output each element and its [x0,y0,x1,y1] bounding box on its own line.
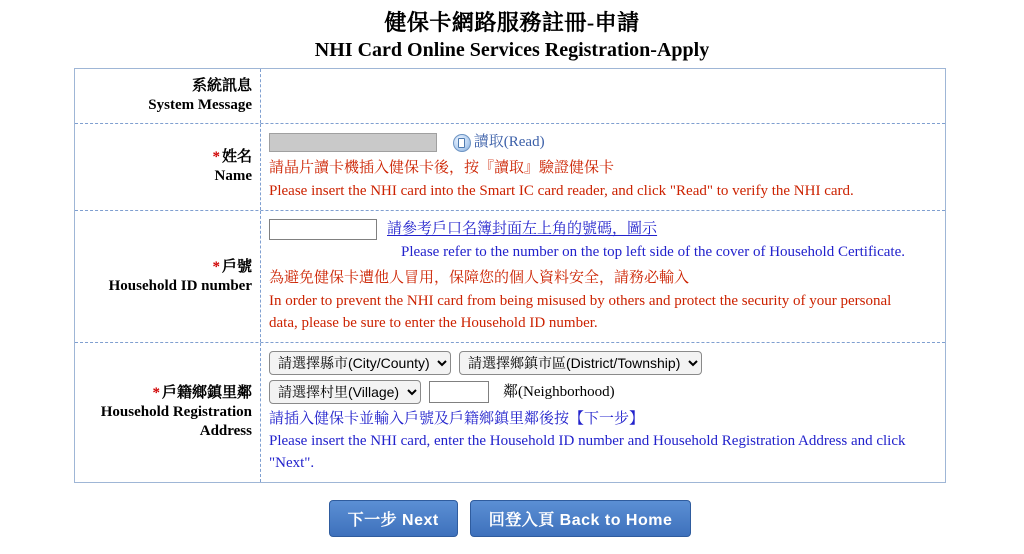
row-household-address [75,343,945,482]
registration-form [74,68,946,483]
cd-read-icon [453,134,471,152]
address-note-en-line1: Please insert the NHI card, enter the Household ID number and Household Registration Address and click [269,433,906,450]
label-system-message [75,69,261,123]
label-name-zh [212,148,252,167]
household-id-input-group [269,219,935,263]
household-id-warning-en-line2: data, please be sure to enter the Household ID number. [269,315,598,332]
value-system-message [261,69,945,123]
household-id-hint-zh [387,219,905,240]
county-select[interactable] [269,351,451,375]
row-name [75,124,945,211]
household-id-warning-zh: 為避免健保卡遭他人冒用，保障您的個人資料安全，請務必輸入 [269,270,690,287]
label-household-address [75,343,261,482]
read-card-label: 讀取(Read) [473,134,545,151]
label-system-message-zh: 系統訊息 [191,78,252,94]
value-household-id [261,211,945,342]
neighborhood-label: 鄰(Neighborhood) [503,383,615,400]
label-name [75,124,261,210]
address-note-en-line2: "Next". [269,455,315,472]
back-to-home-button[interactable]: 回登入頁 Back to Home [470,500,692,537]
name-input[interactable] [269,133,437,152]
address-select-row-1 [269,351,935,375]
household-id-hint-en: Please refer to the number on the top left side of the cover of Household Certificate. [401,244,905,261]
value-name [261,124,945,210]
read-card-button[interactable] [453,132,545,153]
household-id-illustration-link[interactable]: 圖示 [627,221,658,238]
household-id-hint [387,219,905,263]
required-marker-household-id: * [212,258,220,275]
neighborhood-input[interactable] [429,381,489,403]
name-warning-en: Please insert the NHI card into the Smart IC card reader, and click "Read" to verify the NHI card. [269,183,854,200]
household-id-input[interactable] [269,219,377,240]
label-household-id-en: Household ID number [108,277,252,294]
value-household-address [261,343,945,482]
label-name-zh-text: 姓名 [221,149,252,166]
required-marker-name: * [212,149,220,166]
next-button[interactable]: 下一步 Next [329,500,458,537]
label-household-id-zh [212,258,252,277]
footer-buttons [74,500,946,537]
label-household-address-en-line2: Address [199,423,252,440]
row-system-message [75,69,945,124]
label-household-id [75,211,261,342]
district-select[interactable] [459,351,702,375]
label-household-address-zh [152,384,252,403]
village-select[interactable] [269,380,421,404]
address-select-row-2 [269,380,935,404]
required-marker-household-address: * [152,385,160,402]
label-household-id-zh-text: 戶號 [221,258,252,275]
page-title-en: NHI Card Online Services Registration-Apply [314,39,710,61]
address-note-zh: 請插入健保卡並輸入戶號及戶籍鄉鎮里鄰後按【下一步】 [269,411,645,428]
name-input-group [269,132,935,153]
household-id-warning-en-line1: In order to prevent the NHI card from being misused by others and protect the security of your personal [269,293,892,310]
household-id-hint-zh-text: 請參考戶口名簿封面左上角的號碼， [387,221,628,238]
row-household-id [75,211,945,343]
label-household-address-en-line1: Household Registration [100,404,252,421]
name-warning-zh: 請晶片讀卡機插入健保卡後，按『讀取』驗證健保卡 [269,160,615,177]
page-title [0,0,1024,63]
page-title-zh: 健保卡網路服務註冊-申請 [384,10,640,35]
label-household-address-zh-text: 戶籍鄉鎮里鄰 [161,385,252,402]
label-system-message-en: System Message [148,97,252,113]
label-name-en: Name [214,168,252,185]
